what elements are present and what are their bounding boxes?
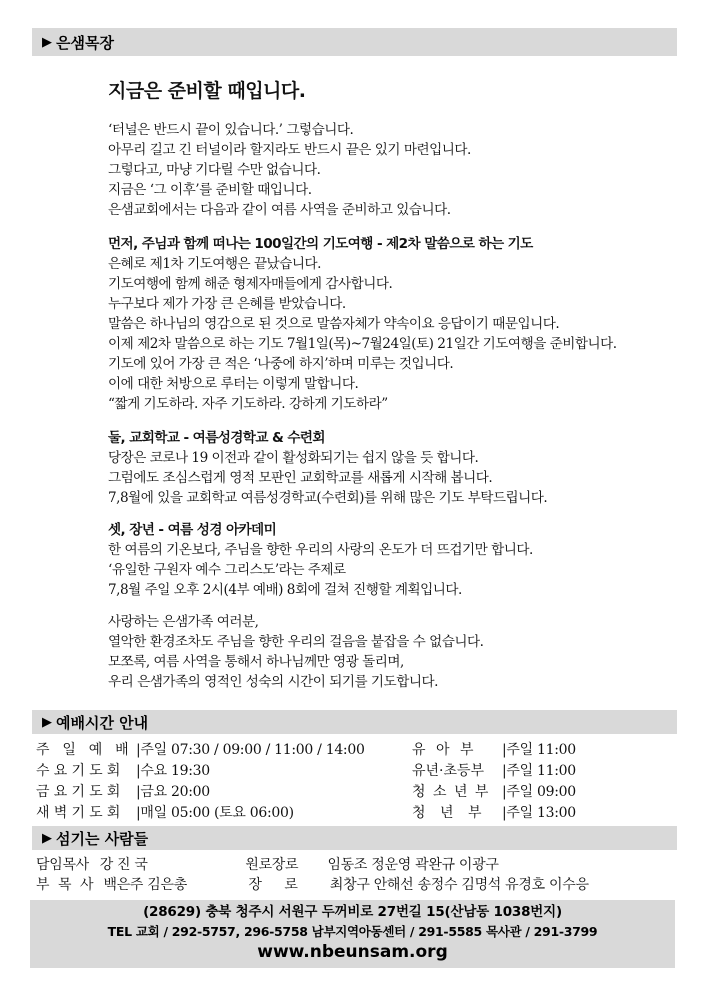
triangle-right-icon: ▶ — [42, 714, 52, 730]
schedule-row — [36, 738, 656, 759]
department-name: 유년·초등부 — [412, 762, 485, 779]
schedule-row — [36, 780, 656, 801]
closing-paragraph — [108, 612, 668, 692]
department-name: 청 년 부 — [412, 804, 487, 821]
text-line: 이제 제2차 말씀으로 하는 기도 7월1일(목)~7월24일(토) 21일간 기도여행을 준비합니다. — [108, 336, 617, 352]
service-name: 주 일 예 배 — [36, 741, 133, 758]
triangle-right-icon: ▶ — [42, 830, 52, 846]
staff-list — [36, 854, 656, 894]
text-line: 기도에 있어 가장 큰 적은 ‘나중에 하지’하며 미루는 것입니다. — [108, 356, 454, 372]
text-line: 7,8월에 있을 교회학교 여름성경학교(수련회)를 위해 많은 기도 부탁드립니다. — [108, 490, 548, 506]
text-line: 말씀은 하나님의 영감으로 된 것으로 말씀자체가 약속이요 응답이기 때문입니다. — [108, 316, 560, 332]
text-line: 그럼에도 조심스럽게 영적 모판인 교회학교를 새롭게 시작해 봅니다. — [108, 470, 493, 486]
text-line: ‘터널은 반드시 끝이 있습니다.’ 그렇습니다. — [108, 122, 354, 138]
service-name: 새벽기도회 — [36, 804, 125, 821]
section-title: 예배시간 안내 — [56, 713, 149, 732]
text-line: 누구보다 제가 가장 큰 은혜를 받았습니다. — [108, 296, 346, 312]
text-line: 그렇다고, 마냥 기다릴 수만 없습니다. — [108, 162, 321, 178]
part-heading: 먼저, 주님과 함께 떠나는 100일간의 기도여행 - 제2차 말씀으로 하는 기도 — [108, 236, 533, 252]
text-line: 7,8월 주일 오후 2시(4부 예배) 8회에 걸쳐 진행할 계획입니다. — [108, 582, 462, 598]
service-time: |주일 07:30 / 09:00 / 11:00 / 14:00 — [136, 741, 365, 758]
separator: | — [136, 783, 141, 800]
section-title: 은샘목장 — [56, 33, 114, 52]
section-header-staff — [32, 826, 677, 850]
text-line: 은샘교회에서는 다음과 같이 여름 사역을 준비하고 있습니다. — [108, 202, 451, 218]
text-line: 기도여행에 함께 해준 형제자매들에게 감사합니다. — [108, 276, 393, 292]
part1-paragraph — [108, 234, 668, 414]
schedule-row — [36, 801, 656, 822]
service-time: |매일 05:00 (토요 06:00) — [136, 804, 294, 821]
schedule-row — [36, 759, 656, 780]
department-time: |주일 09:00 — [502, 783, 576, 800]
separator: | — [136, 804, 141, 821]
staff-role: 원로장로 — [245, 857, 299, 873]
staff-row — [36, 874, 656, 894]
intro-paragraph — [108, 120, 668, 220]
separator: | — [502, 804, 507, 821]
separator: | — [136, 762, 141, 779]
staff-names: 강 진 국 — [99, 857, 148, 873]
department-time: |주일 13:00 — [502, 804, 576, 821]
text-line: 우리 은샘가족의 영적인 성숙의 시간이 되기를 기도합니다. — [108, 674, 438, 690]
triangle-right-icon: ▶ — [42, 34, 52, 50]
staff-names: 백은주 김은총 — [103, 877, 187, 893]
service-name: 수요기도회 — [36, 762, 125, 779]
part3-paragraph — [108, 520, 668, 600]
text-line: 당장은 코로나 19 이전과 같이 활성화되기는 쉽지 않을 듯 합니다. — [108, 450, 479, 466]
part2-paragraph — [108, 428, 668, 508]
staff-names: 최창구 안해선 송정수 김명석 유경호 이수응 — [329, 877, 589, 893]
worship-schedule — [36, 738, 656, 822]
service-name: 금요기도회 — [36, 783, 125, 800]
church-address: (28629) 충북 청주시 서원구 두꺼비로 27번길 15(산남동 1038번지) — [143, 904, 562, 920]
column-title: 지금은 준비할 때입니다. — [108, 80, 306, 102]
church-phone: TEL 교회 / 292-5757, 296-5758 남부지역아동센터 / 291-5585 목사관 / 291-3799 — [107, 924, 598, 939]
section-title: 섬기는 사람들 — [56, 829, 149, 848]
department-name: 청 소 년 부 — [412, 783, 490, 800]
separator: | — [502, 783, 507, 800]
part-heading: 셋, 장년 - 여름 성경 아카데미 — [108, 522, 277, 538]
staff-names: 임동조 정운영 곽완규 이광구 — [327, 857, 499, 873]
part-heading: 둘, 교회학교 - 여름성경학교 & 수련회 — [108, 430, 325, 446]
text-line: 이에 대한 처방으로 루터는 이렇게 말합니다. — [108, 376, 359, 392]
department-time: |주일 11:00 — [502, 762, 576, 779]
staff-role: 장 로 — [248, 877, 307, 893]
text-line: 아무리 길고 긴 터널이라 할지라도 반드시 끝은 있기 마련입니다. — [108, 142, 471, 158]
church-website-link[interactable]: www.nbeunsam.org — [257, 942, 448, 962]
separator: | — [502, 741, 507, 758]
separator: | — [502, 762, 507, 779]
service-time: |금요 20:00 — [136, 783, 210, 800]
staff-role: 부 목 사 — [36, 877, 96, 893]
text-line: 한 여름의 기온보다, 주님을 향한 우리의 사랑의 온도가 더 뜨겁기만 합니다. — [108, 542, 533, 558]
department-time: |주일 11:00 — [502, 741, 576, 758]
service-time: |수요 19:30 — [136, 762, 210, 779]
text-line: ‘유일한 구원자 예수 그리스도’라는 주제로 — [108, 562, 346, 578]
text-line: 열악한 환경조차도 주님을 향한 우리의 걸음을 붙잡을 수 없습니다. — [108, 634, 484, 650]
section-header-pastor — [32, 28, 677, 56]
staff-row — [36, 854, 656, 874]
text-line: “짧게 기도하라. 자주 기도하라. 강하게 기도하라” — [108, 396, 388, 412]
text-line: 은혜로 제1차 기도여행은 끝났습니다. — [108, 256, 321, 272]
section-header-worship — [32, 710, 677, 734]
staff-role: 담임목사 — [36, 857, 89, 873]
separator: | — [136, 741, 141, 758]
text-line: 사랑하는 은샘가족 여러분, — [108, 614, 259, 630]
church-footer — [30, 900, 675, 968]
text-line: 지금은 ‘그 이후’를 준비할 때입니다. — [108, 182, 312, 198]
text-line: 모쪼록, 여름 사역을 통해서 하나님께만 영광 돌리며, — [108, 654, 404, 670]
department-name: 유 아 부 — [412, 741, 477, 758]
